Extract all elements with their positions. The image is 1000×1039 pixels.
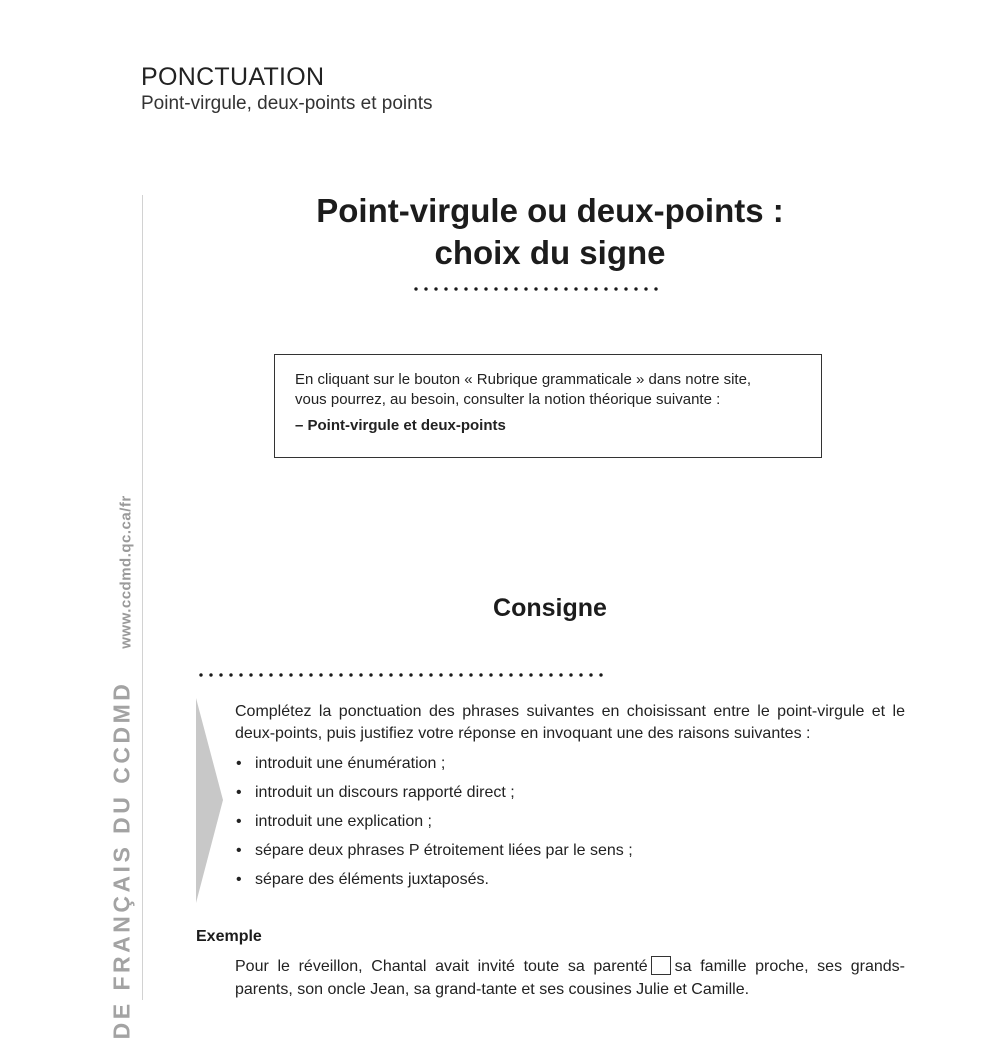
reason-text: sépare des éléments juxtaposés.: [255, 871, 489, 888]
exemple-before-blank: Pour le réveillon, Chantal avait invité toute sa parenté: [235, 958, 648, 975]
bullet-icon: •: [236, 784, 242, 801]
side-divider: [142, 195, 143, 1000]
reason-item: [235, 865, 905, 894]
title-line-2: choix du signe: [434, 234, 666, 271]
exemple-after-blank: sa famille proche, ses grands-parents, son oncle Jean, sa grand-tante et ses cousines Julie et Camille.: [235, 958, 905, 998]
reason-item: [235, 778, 905, 807]
reason-text: introduit une énumération ;: [255, 755, 446, 772]
reason-item: [235, 807, 905, 836]
answer-blank-box[interactable]: [651, 956, 671, 975]
title-line-1: Point-virgule ou deux-points :: [316, 192, 784, 229]
page-title: [240, 190, 860, 274]
reason-item: [235, 749, 905, 778]
bullet-icon: •: [236, 813, 242, 830]
consigne-text: Complétez la ponctuation des phrases suivantes en choisissant entre le point-virgule et le deux-points, puis justifiez votre réponse en invoquant une des raisons suivantes :: [235, 703, 905, 742]
reason-text: introduit une explication ;: [255, 813, 432, 830]
consigne-block: [235, 701, 905, 894]
sidebar-brand: DE FRANÇAIS DU CCDMD: [108, 680, 135, 1039]
title-dotted-rule: [411, 287, 663, 291]
info-line-2: vous pourrez, au besoin, consulter la notion théorique suivante :: [295, 391, 721, 408]
section-subtitle: Point-virgule, deux-points et points: [141, 93, 433, 114]
chevron-arrow-icon: [196, 698, 224, 903]
info-line-1: En cliquant sur le bouton « Rubrique grammaticale » dans notre site,: [295, 371, 752, 388]
consigne-heading: Consigne: [493, 594, 607, 622]
section-title: PONCTUATION: [141, 63, 325, 91]
reason-text: sépare deux phrases P étroitement liées par le sens ;: [255, 842, 633, 859]
reason-text: introduit un discours rapporté direct ;: [255, 784, 515, 801]
exemple-heading: Exemple: [196, 928, 262, 945]
reason-item: [235, 836, 905, 865]
consigne-dotted-rule: [196, 673, 608, 677]
sidebar-url: www.ccdmd.qc.ca/fr: [117, 495, 135, 649]
bullet-icon: •: [236, 871, 242, 888]
info-box: [274, 354, 822, 458]
reasons-list: [235, 749, 905, 894]
page-header: [141, 62, 433, 116]
bullet-icon: •: [236, 842, 242, 859]
info-item: – Point-virgule et deux-points: [295, 417, 506, 434]
exemple-text: [235, 955, 905, 1001]
bullet-icon: •: [236, 755, 242, 772]
